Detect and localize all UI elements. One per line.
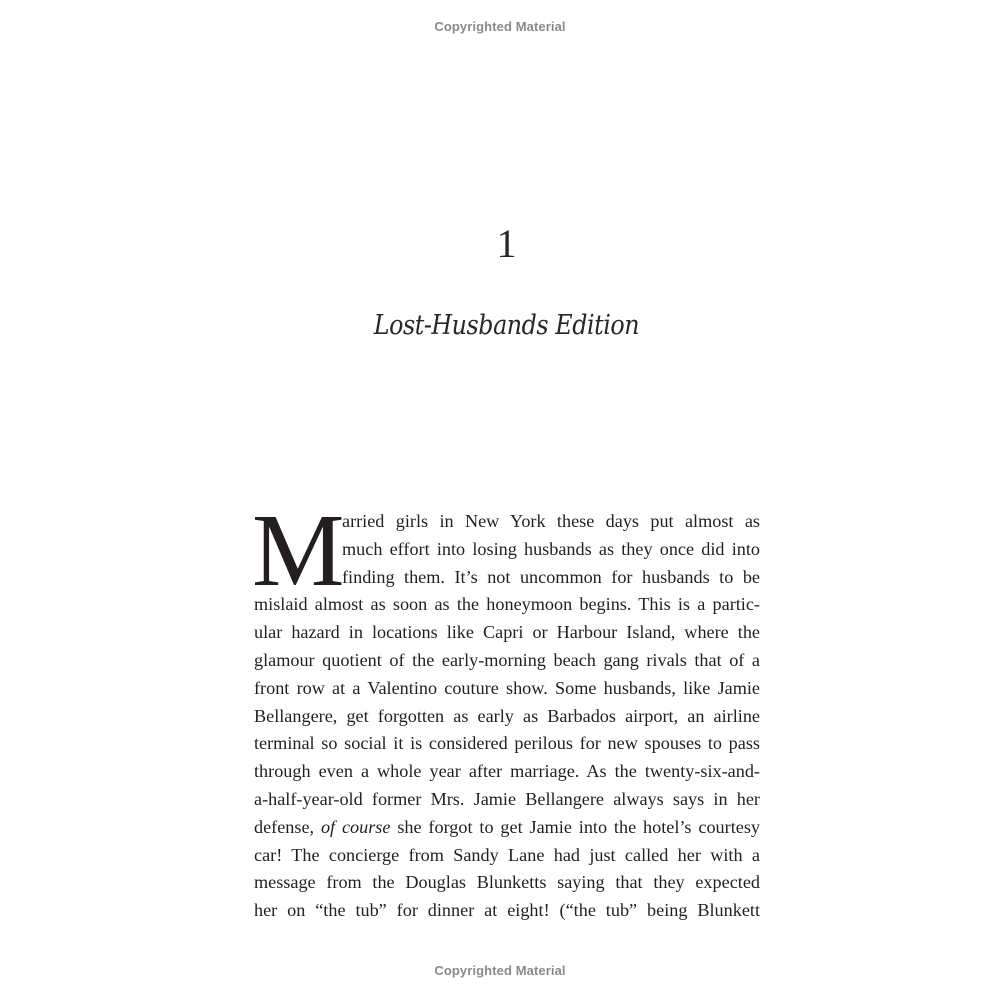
text-segment: much effort into losing husbands as they once did into (342, 538, 760, 559)
text-segment: mislaid almost as soon as the honeymoon begins. This is a partic- (254, 594, 760, 615)
copyright-watermark-bottom: Copyrighted Material (434, 963, 566, 978)
text-segment: front row at a Valentino couture show. Some husbands, like Jamie (254, 677, 760, 698)
text-line (254, 675, 760, 703)
italic-text-segment: of course (320, 816, 391, 837)
chapter-body-text (252, 493, 760, 925)
copyright-watermark-top: Copyrighted Material (434, 19, 566, 34)
text-segment: finding them. It’s not uncommon for husbands to be (342, 566, 760, 587)
text-line (254, 786, 760, 814)
text-segment: arried girls in New York these days put almost as (342, 511, 760, 531)
text-segment: car! The concierge from Sandy Lane had just called her with a (254, 844, 760, 865)
text-segment: ular hazard in locations like Capri or Harbour Island, where the (254, 622, 760, 643)
chapter-number: 1 (496, 221, 517, 266)
text-segment: her on “the tub” for dinner at eight! (“the tub” being Blunkett (254, 900, 760, 921)
text-line (254, 869, 760, 897)
drop-cap-letter: M (252, 493, 345, 608)
text-line (254, 619, 760, 647)
text-line (342, 508, 760, 536)
chapter-title: Lost-Husbands Edition (373, 310, 640, 341)
text-line (254, 758, 760, 786)
text-segment: through even a whole year after marriage. As the twenty-six-and- (254, 761, 760, 782)
text-line (342, 564, 760, 592)
text-line (254, 703, 760, 731)
text-segment: Bellangere, get forgotten as early as Barbados airport, an airline (254, 705, 760, 726)
text-segment: glamour quotient of the early-morning beach gang rivals that of a (254, 649, 760, 670)
text-line (254, 814, 760, 842)
text-line (254, 897, 760, 925)
text-line (254, 647, 760, 675)
text-segment: terminal so social it is considered perilous for new spouses to pass (254, 733, 760, 754)
text-line (254, 842, 760, 870)
text-segment: defense, (254, 816, 321, 837)
text-line (342, 536, 760, 564)
text-segment: message from the Douglas Blunketts saying that they expected (254, 872, 760, 893)
text-line (254, 730, 760, 758)
text-segment: a-half-year-old former Mrs. Jamie Bellangere always says in her (254, 788, 760, 809)
text-segment: she forgot to get Jamie into the hotel’s courtesy (390, 816, 760, 837)
